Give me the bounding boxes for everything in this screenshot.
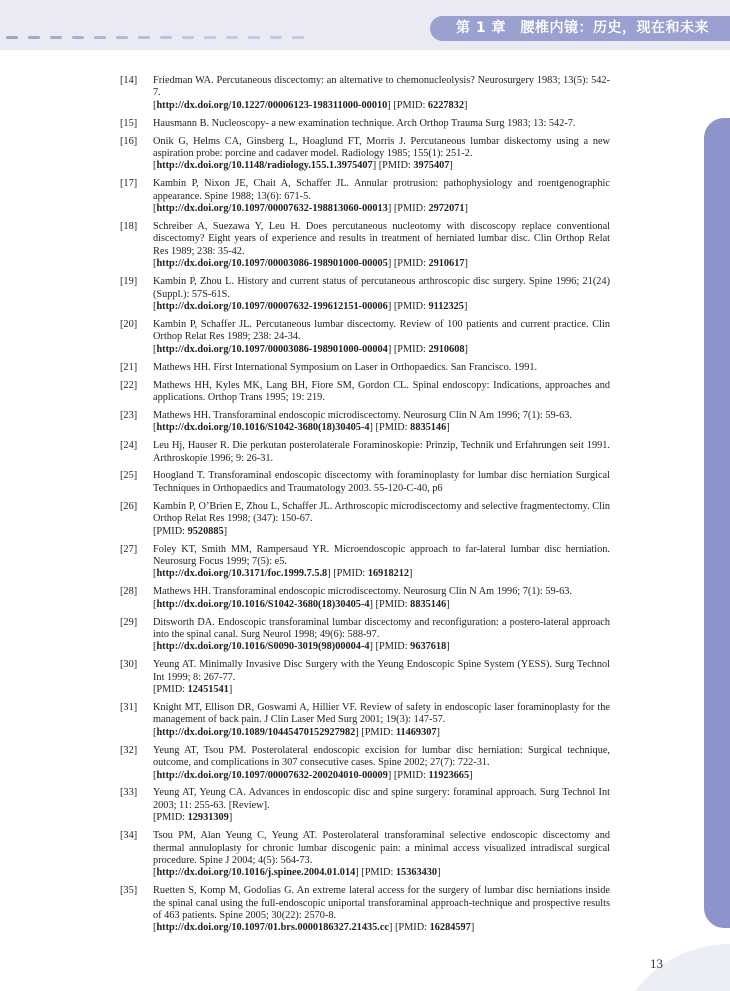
reference-text: Knight MT, Ellison DR, Goswami A, Hillier VF. Review of safety in endoscopic laser foraminoplasty for the management of back pain. J Clin Laser Med Surg 2001; 19(3): 147-57. bbox=[153, 701, 610, 726]
reference-body bbox=[153, 440, 610, 465]
reference-text: Kambin P, Schaffer JL. Percutaneous lumbar discectomy. Review of 100 patients and current practice. Clin Orthop Relat Res 1989; 238: 24-34. bbox=[153, 318, 610, 343]
reference-body bbox=[153, 745, 610, 782]
reference-item bbox=[120, 501, 610, 538]
reference-body bbox=[153, 410, 610, 435]
reference-text: Yeung AT. Minimally Invasive Disc Surgery with the Yeung Endoscopic Spine System (YESS). Surg Technol Int 1999; 8: 267-77. bbox=[153, 659, 610, 683]
corner-decoration bbox=[610, 944, 730, 991]
reference-links: [http://dx.doi.org/10.1148/radiology.155.1.3975407] [PMID: 3975407] bbox=[153, 160, 453, 172]
dash-mark bbox=[28, 36, 40, 39]
reference-body bbox=[153, 702, 610, 739]
dash-mark bbox=[182, 36, 194, 39]
pmid-link[interactable]: 3975407 bbox=[413, 160, 450, 172]
reference-text: Hoogland T. Transforaminal endoscopic discectomy with foraminoplasty for lumbar disc herniation Surgical Techniques in Orthopaedics and Traumatology 2003. 55-120-C-40, p6 bbox=[153, 470, 610, 494]
reference-item bbox=[120, 75, 610, 112]
reference-number: [14] bbox=[120, 75, 138, 86]
reference-number: [20] bbox=[120, 318, 138, 330]
reference-links: [http://dx.doi.org/10.1016/S0090-3019(98)00004-4] [PMID: 9637618] bbox=[153, 641, 450, 653]
dash-mark bbox=[6, 36, 18, 39]
pmid-link[interactable]: 2910608 bbox=[428, 343, 465, 355]
reference-links: [http://dx.doi.org/10.1089/10445470152927982] [PMID: 11469307] bbox=[153, 726, 440, 738]
dash-mark bbox=[116, 36, 128, 39]
reference-links: [http://dx.doi.org/10.1097/00007632-199612151-00006] [PMID: 9112325] bbox=[153, 301, 468, 312]
reference-number: [28] bbox=[120, 586, 138, 598]
doi-link[interactable]: http://dx.doi.org/10.1097/00003086-198901000-00005 bbox=[156, 258, 388, 270]
reference-text: Onik G, Helms CA, Ginsberg L, Hoaglund FT, Morris J. Percutaneous lumbar diskectomy using a new aspiration probe: porcine and cadaver model. Radiology 1985; 155(1): 251-2. bbox=[153, 135, 610, 160]
reference-text: Mathews HH. Transforaminal endoscopic microdiscectomy. Neurosurg Clin N Am 1996; 7(1): 59-63. bbox=[153, 586, 572, 598]
dash-mark bbox=[226, 36, 238, 39]
reference-number: [21] bbox=[120, 361, 138, 373]
reference-item bbox=[120, 319, 610, 356]
reference-body bbox=[153, 380, 610, 405]
reference-links: [PMID: 12451541] bbox=[153, 684, 233, 696]
reference-text: Kambin P, Nixon JE, Chait A, Schaffer JL. Annular protrusion: pathophysiology and roentgenographic appearance. Spine 1988; 13(6): 671-5. bbox=[153, 178, 610, 202]
dash-mark bbox=[248, 36, 260, 39]
reference-number: [35] bbox=[120, 885, 138, 897]
pmid-link[interactable]: 6227832 bbox=[427, 99, 464, 111]
reference-item bbox=[120, 221, 610, 271]
chapter-title: 第 1 章 腰椎内镜：历史，现在和未来 bbox=[430, 16, 730, 41]
reference-links: [http://dx.doi.org/10.3171/foc.1999.7.5.8] [PMID: 16918212] bbox=[153, 568, 413, 580]
reference-body bbox=[153, 470, 610, 495]
reference-number: [26] bbox=[120, 500, 138, 512]
pmid-link[interactable]: 11923665 bbox=[428, 769, 470, 781]
pmid-link[interactable]: 2910617 bbox=[428, 258, 465, 270]
reference-links: [PMID: 12931309] bbox=[153, 812, 233, 824]
reference-number: [29] bbox=[120, 616, 138, 628]
reference-body bbox=[153, 787, 610, 824]
pmid-link[interactable]: 15363430 bbox=[395, 867, 438, 879]
doi-link[interactable]: http://dx.doi.org/10.1097/01.brs.0000186327.21435.cc bbox=[156, 922, 389, 934]
reference-body bbox=[153, 319, 610, 356]
doi-link[interactable]: http://dx.doi.org/10.1227/00006123-198311000-00010 bbox=[156, 99, 388, 111]
reference-body bbox=[153, 501, 610, 538]
doi-link[interactable]: http://dx.doi.org/10.1016/j.spinee.2004.01.014 bbox=[156, 867, 356, 879]
reference-body bbox=[153, 659, 610, 696]
pmid-link[interactable]: 9637618 bbox=[410, 641, 447, 653]
reference-links: [http://dx.doi.org/10.1227/00006123-198311000-00010] [PMID: 6227832] bbox=[153, 99, 468, 111]
reference-text: Kambin P, O’Brien E, Zhou L, Schaffer JL. Arthroscopic microdiscectomy and selective fragmentectomy. Clin Orthop Relat Res 1998; (347): 150-67. bbox=[153, 500, 610, 525]
reference-body bbox=[153, 586, 610, 611]
reference-body bbox=[153, 118, 610, 130]
doi-link[interactable]: http://dx.doi.org/10.1089/10445470152927982 bbox=[156, 726, 356, 738]
reference-number: [33] bbox=[120, 787, 138, 799]
reference-text: Mathews HH. First International Symposium on Laser in Orthopaedics. San Francisco. 1991. bbox=[153, 361, 538, 373]
reference-item bbox=[120, 830, 610, 880]
reference-item bbox=[120, 136, 610, 173]
reference-text: Hausmann B. Nucleoscopy- a new examination technique. Arch Orthop Trauma Surg 1983; 13: 542-7. bbox=[153, 117, 576, 129]
reference-text: Yeung AT, Yeung CA. Advances in endoscopic disc and spine surgery: foraminal approach. Surg Technol Int 2003; 11: 255-63. [Review]. bbox=[153, 787, 610, 811]
reference-item bbox=[120, 659, 610, 696]
pmid-link[interactable]: 12451541 bbox=[187, 684, 229, 696]
dash-mark bbox=[270, 36, 282, 39]
reference-text: Schreiber A, Suezawa Y, Leu H. Does percutaneous nucleotomy with discoscopy replace conventional discectomy? Eight years of experience and results in treatment of herniated lumbar disc. Clin Orthop Relat Res 1989; 238: 35-42. bbox=[153, 221, 610, 257]
pmid-link[interactable]: 16284597 bbox=[429, 922, 471, 934]
reference-item bbox=[120, 470, 610, 495]
reference-text: Ditsworth DA. Endoscopic transforaminal lumbar discectomy and reconfiguration: a postero-lateral approach into the spinal canal. Surg Neurol 1998; 49(6): 588-97. bbox=[153, 616, 610, 640]
side-tab-decoration bbox=[704, 118, 730, 928]
reference-number: [15] bbox=[120, 117, 138, 129]
pmid-link[interactable]: 9520885 bbox=[187, 525, 224, 537]
doi-link[interactable]: http://dx.doi.org/10.1097/00007632-199612151-00006 bbox=[156, 301, 388, 312]
reference-number: [17] bbox=[120, 178, 138, 190]
reference-body bbox=[153, 136, 610, 173]
doi-link[interactable]: http://dx.doi.org/10.1097/00007632-198813060-00013 bbox=[156, 203, 388, 215]
reference-body bbox=[153, 221, 610, 271]
reference-links: [http://dx.doi.org/10.1016/S1042-3680(18)30405-4] [PMID: 8835146] bbox=[153, 422, 450, 434]
reference-text: Leu Hj, Hauser R. Die perkutan posterolaterale Foraminoskopie: Prinzip, Technik und Erfahrungen seit 1991. Arthroskopie 1996; 9: 26-31. bbox=[153, 440, 610, 464]
dash-mark bbox=[72, 36, 84, 39]
header-dash-decoration bbox=[0, 36, 420, 42]
reference-item bbox=[120, 276, 610, 313]
pmid-link[interactable]: 8835146 bbox=[410, 422, 447, 434]
doi-link[interactable]: http://dx.doi.org/10.3171/foc.1999.7.5.8 bbox=[156, 568, 328, 580]
reference-item bbox=[120, 544, 610, 581]
reference-item bbox=[120, 787, 610, 824]
reference-item bbox=[120, 885, 610, 935]
dash-mark bbox=[292, 36, 304, 39]
reference-item bbox=[120, 178, 610, 215]
dash-mark bbox=[94, 36, 106, 39]
reference-list bbox=[120, 75, 610, 940]
reference-item bbox=[120, 380, 610, 405]
reference-number: [22] bbox=[120, 379, 138, 391]
reference-links: [PMID: 9520885] bbox=[153, 525, 228, 537]
reference-links: [http://dx.doi.org/10.1016/S1042-3680(18)30405-4] [PMID: 8835146] bbox=[153, 598, 450, 610]
reference-item bbox=[120, 440, 610, 465]
reference-number: [23] bbox=[120, 409, 138, 421]
reference-text: Mathews HH. Transforaminal endoscopic microdiscectomy. Neurosurg Clin N Am 1996; 7(1): 59-63. bbox=[153, 409, 572, 421]
reference-item bbox=[120, 702, 610, 739]
reference-text: Tsou PM, Alan Yeung C, Yeung AT. Posterolateral transforaminal selective endoscopic discectomy and thermal annuloplasty for chronic lumbar discogenic pain: a minimal access visualized intradiscal surgical procedure. Spine J 2004; 4(5): 564-73. bbox=[153, 830, 610, 866]
reference-number: [30] bbox=[120, 659, 138, 671]
reference-number: [18] bbox=[120, 221, 138, 233]
reference-number: [34] bbox=[120, 830, 138, 842]
doi-link[interactable]: http://dx.doi.org/10.1097/00007632-200204010-00009 bbox=[156, 769, 388, 781]
reference-text: Foley KT, Smith MM, Rampersaud YR. Microendoscopic approach to far-lateral lumbar disc herniation. Neurosurg Focus 1999; 7(5): e5. bbox=[153, 543, 610, 567]
pmid-link[interactable]: 8835146 bbox=[410, 598, 447, 610]
reference-text: Kambin P, Zhou L. History and current status of percutaneous arthroscopic disc surgery. Spine 1996; 21(24) (Suppl.): 57S-61S. bbox=[153, 276, 610, 300]
reference-text: Mathews HH, Kyles MK, Lang BH, Fiore SM, Gordon CL. Spinal endoscopy: Indications, approaches and applications. Orthop Trans 1995; 19: 219. bbox=[153, 379, 610, 403]
doi-link[interactable]: http://dx.doi.org/10.1148/radiology.155.1.3975407 bbox=[156, 160, 373, 172]
pmid-link[interactable]: 12931309 bbox=[187, 812, 229, 824]
reference-item bbox=[120, 586, 610, 611]
pmid-link[interactable]: 16918212 bbox=[367, 568, 410, 580]
reference-number: [25] bbox=[120, 470, 138, 482]
reference-item bbox=[120, 118, 610, 130]
reference-item bbox=[120, 745, 610, 782]
pmid-link[interactable]: 2972071 bbox=[428, 203, 465, 215]
reference-body bbox=[153, 178, 610, 215]
reference-item bbox=[120, 362, 610, 374]
reference-number: [31] bbox=[120, 701, 138, 713]
doi-link[interactable]: http://dx.doi.org/10.1097/00003086-198901000-00004 bbox=[156, 343, 388, 355]
reference-text: Friedman WA. Percutaneous discectomy: an alternative to chemonucleolysis? Neurosurgery 1983; 13(5): 542-7. bbox=[153, 75, 610, 99]
reference-number: [19] bbox=[120, 276, 138, 288]
reference-number: [16] bbox=[120, 135, 138, 147]
pmid-link[interactable]: 11469307 bbox=[395, 726, 437, 738]
reference-body bbox=[153, 75, 610, 112]
reference-body bbox=[153, 885, 610, 935]
reference-body bbox=[153, 362, 610, 374]
reference-item bbox=[120, 617, 610, 654]
reference-links: [http://dx.doi.org/10.1097/00003086-198901000-00005] [PMID: 2910617] bbox=[153, 258, 468, 270]
reference-links: [http://dx.doi.org/10.1097/00003086-198901000-00004] [PMID: 2910608] bbox=[153, 343, 468, 355]
reference-text: Ruetten S, Komp M, Godolias G. An extreme lateral access for the surgery of lumbar disc herniations inside the spinal canal using the full-endoscopic uniportal transforaminal approach-technique and prospective results of 463 patients. Spine 2005; 30(22): 2570-8. bbox=[153, 885, 610, 922]
reference-number: [27] bbox=[120, 543, 138, 555]
pmid-link[interactable]: 9112325 bbox=[428, 301, 464, 312]
reference-body bbox=[153, 544, 610, 581]
reference-links: [http://dx.doi.org/10.1097/00007632-198813060-00013] [PMID: 2972071] bbox=[153, 203, 468, 215]
reference-item bbox=[120, 410, 610, 435]
reference-body bbox=[153, 617, 610, 654]
dash-mark bbox=[138, 36, 150, 39]
doi-link[interactable]: http://dx.doi.org/10.1016/S1042-3680(18)30405-4 bbox=[156, 598, 370, 610]
reference-body bbox=[153, 830, 610, 880]
reference-body bbox=[153, 276, 610, 313]
reference-number: [24] bbox=[120, 440, 138, 452]
page-number: 13 bbox=[650, 956, 663, 971]
reference-text: Yeung AT, Tsou PM. Posterolateral endoscopic excision for lumbar disc herniation: Surgical technique, outcome, and complications in 307 consecutive cases. Spine 2002; 27(7): 722-31. bbox=[153, 744, 610, 769]
reference-links: [http://dx.doi.org/10.1097/00007632-200204010-00009] [PMID: 11923665] bbox=[153, 769, 473, 781]
doi-link[interactable]: http://dx.doi.org/10.1016/S0090-3019(98)00004-4 bbox=[156, 641, 370, 653]
reference-number: [32] bbox=[120, 744, 138, 756]
doi-link[interactable]: http://dx.doi.org/10.1016/S1042-3680(18)30405-4 bbox=[156, 422, 370, 434]
dash-mark bbox=[160, 36, 172, 39]
reference-links: [http://dx.doi.org/10.1097/01.brs.0000186327.21435.cc] [PMID: 16284597] bbox=[153, 922, 475, 934]
dash-mark bbox=[204, 36, 216, 39]
reference-links: [http://dx.doi.org/10.1016/j.spinee.2004.01.014] [PMID: 15363430] bbox=[153, 867, 441, 879]
dash-mark bbox=[50, 36, 62, 39]
